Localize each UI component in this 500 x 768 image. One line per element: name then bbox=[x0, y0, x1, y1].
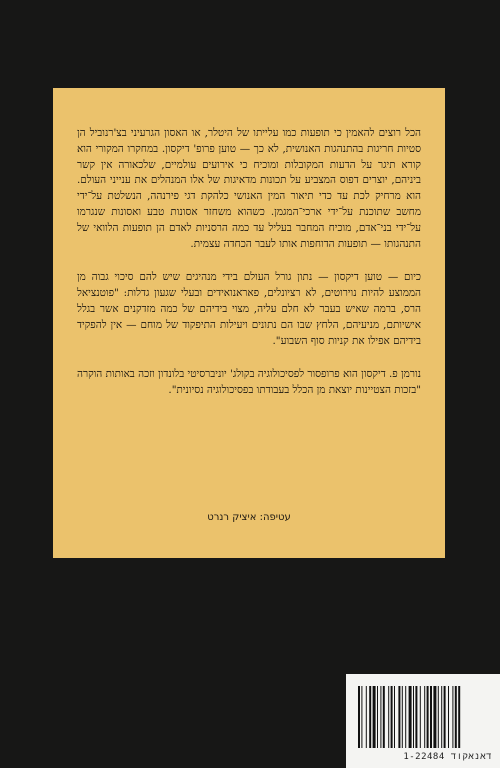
barcode-bar bbox=[377, 686, 378, 748]
barcode-bar bbox=[420, 686, 421, 748]
barcode-bar bbox=[391, 686, 393, 748]
barcode-bar bbox=[388, 686, 389, 748]
author-bio-paragraph: נורמן פ. דיקסון הוא פרופסור לפסיכולוגיה בקולג' יוניברסיטי בלונדון וזכה באותות הוקרה "בזכות הצטיינות יוצאת מן הכלל בעבודתו בפסיכולוגיה נסיונית". bbox=[77, 368, 421, 397]
barcode-bar bbox=[405, 686, 406, 748]
barcode-bar bbox=[444, 686, 446, 748]
barcode-bar bbox=[455, 686, 457, 748]
barcode-bar bbox=[438, 686, 439, 748]
barcode-bar bbox=[373, 686, 376, 748]
barcode-bar bbox=[458, 686, 460, 748]
barcode-bar bbox=[366, 686, 367, 748]
barcode-bar bbox=[394, 686, 395, 748]
barcode-label bbox=[346, 674, 500, 768]
barcode-bar bbox=[369, 686, 371, 748]
barcode-icon bbox=[358, 686, 490, 748]
barcode-bar bbox=[441, 686, 442, 748]
barcode-bar bbox=[424, 686, 425, 748]
barcode-bar bbox=[402, 686, 403, 748]
blurb-paragraph-2: כיום — טוען דיקסון — נתון גורל העולם בידי מנהיגים שיש להם סיכוי גבוה מן הממוצע להיות נוירוטים, לא רציונלים, פאראנואידים ובעלי שגעון גדלות: "פוטנציאל הרס, ברמה שאיש בעבר לא חלם עליה, מצוי בידיהם של כמה מזדקנים אשר בגלל אישיותם, מניעיהם, הלחץ שבו הם נתונים ויעילות התיפקוד של מוחם — אין להפקיד בידיהם אפילו את קניות סוף השבוע". bbox=[77, 271, 421, 347]
barcode-number: 1-22484 דאנאקוד bbox=[403, 752, 492, 762]
barcode-bar bbox=[409, 686, 412, 748]
barcode-bar bbox=[380, 686, 381, 748]
cover-credit: עטיפה: איציק רנרט bbox=[207, 512, 291, 523]
barcode-bar bbox=[398, 686, 400, 748]
barcode-bar bbox=[433, 686, 436, 748]
blurb-panel bbox=[53, 88, 445, 558]
barcode-bar bbox=[361, 686, 362, 748]
barcode-bar bbox=[452, 686, 453, 748]
barcode-bar bbox=[413, 686, 414, 748]
barcode-bar bbox=[430, 686, 432, 748]
barcode-bar bbox=[427, 686, 429, 748]
blurb-paragraph-1: הכל רוצים להאמין כי תופעות כמו עלייתו של היטלר, או האסון הגרעיני בצ'רנוביל הן סטיות חריגות בהתנהגות האנושית, לא כך — טוען פרופ' דיקסון. במחקרו המקורי הוא קורא תיגר על הדעות המקובלות ומוכיח כי אירועים עולמיים, שלכאורה אין קשר ביניהם, יוצרים דפוס המצביע על תכונות מדאיגות של אלו המנהלים את ענייני העולם. הוא מרחיק לכת עד כדי תיאור המין האנושי כלהקת דגי פירנהה, הנשלטת על־ידי מחשב שתוכנת על־ידי ארכי־המגמן. כשהוא משחזר אסונות טבע ואסונות שנגרמו על־ידי בני־אדם, מוכיח המחבר בעליל עד כמה הרסניות לאדם הן תופעות הלוואי של התנהגותו — תופעות הדוחפות אותו לעבר הכחדה עצמית. bbox=[77, 127, 421, 250]
barcode-bar bbox=[448, 686, 449, 748]
barcode-bar bbox=[415, 686, 417, 748]
barcode-bar bbox=[358, 686, 360, 748]
barcode-bar bbox=[383, 686, 385, 748]
